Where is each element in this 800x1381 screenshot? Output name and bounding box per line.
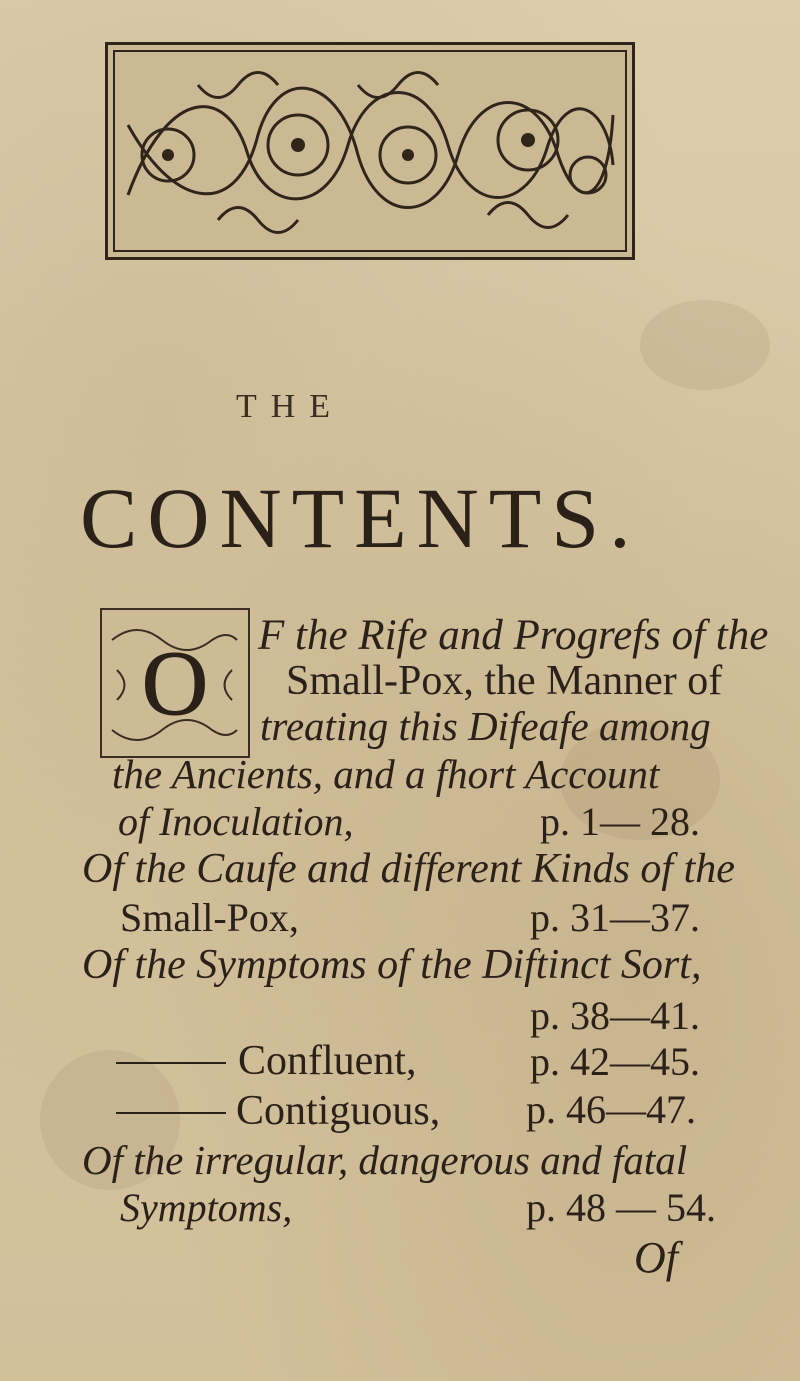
entry-1-line-4: the Ancients, and a fhort Account [112,751,660,797]
entry-5-page-ref: p. 46—47. [526,1087,696,1132]
entry-1-line-5: of Inoculation, [118,799,354,844]
entry-2-line-2: Small-Pox, [120,895,299,940]
initial-letter: O [141,632,209,734]
entry-1-line-1: F the Rife and Progrefs of the [258,612,769,659]
catchword: Of [634,1233,678,1282]
entry-2-line-1: Of the Caufe and different Kinds of the [82,846,735,892]
entry-4-page-ref: p. 42—45. [530,1039,700,1084]
entry-3-line-1: Of the Symptoms of the Diftinct Sort, [82,942,702,988]
decorated-initial [100,608,250,758]
entry-1-page-ref: p. 1— 28. [540,799,700,844]
entry-3-page-ref: p. 38—41. [530,993,700,1038]
entry-6-page-ref: p. 48 — 54. [526,1185,716,1230]
entry-1-line-2: Small-Pox, the Manner of [286,658,723,704]
entry-2-page-ref: p. 31—37. [530,895,700,940]
entry-1-line-3: treating this Difeafe among [260,703,711,749]
ditto-dash [116,1062,226,1064]
page-title: CONTENTS. [80,470,641,566]
ornamental-headpiece [105,42,635,260]
entry-6-line-2: Symptoms, [120,1185,293,1230]
heading-the: THE [235,388,345,425]
ditto-dash [116,1112,226,1114]
entry-6-line-1: Of the irregular, dangerous and fatal [82,1137,688,1183]
entry-5-line-1: Contiguous, [236,1088,441,1134]
entry-4-line-1: Confluent, [238,1038,417,1084]
